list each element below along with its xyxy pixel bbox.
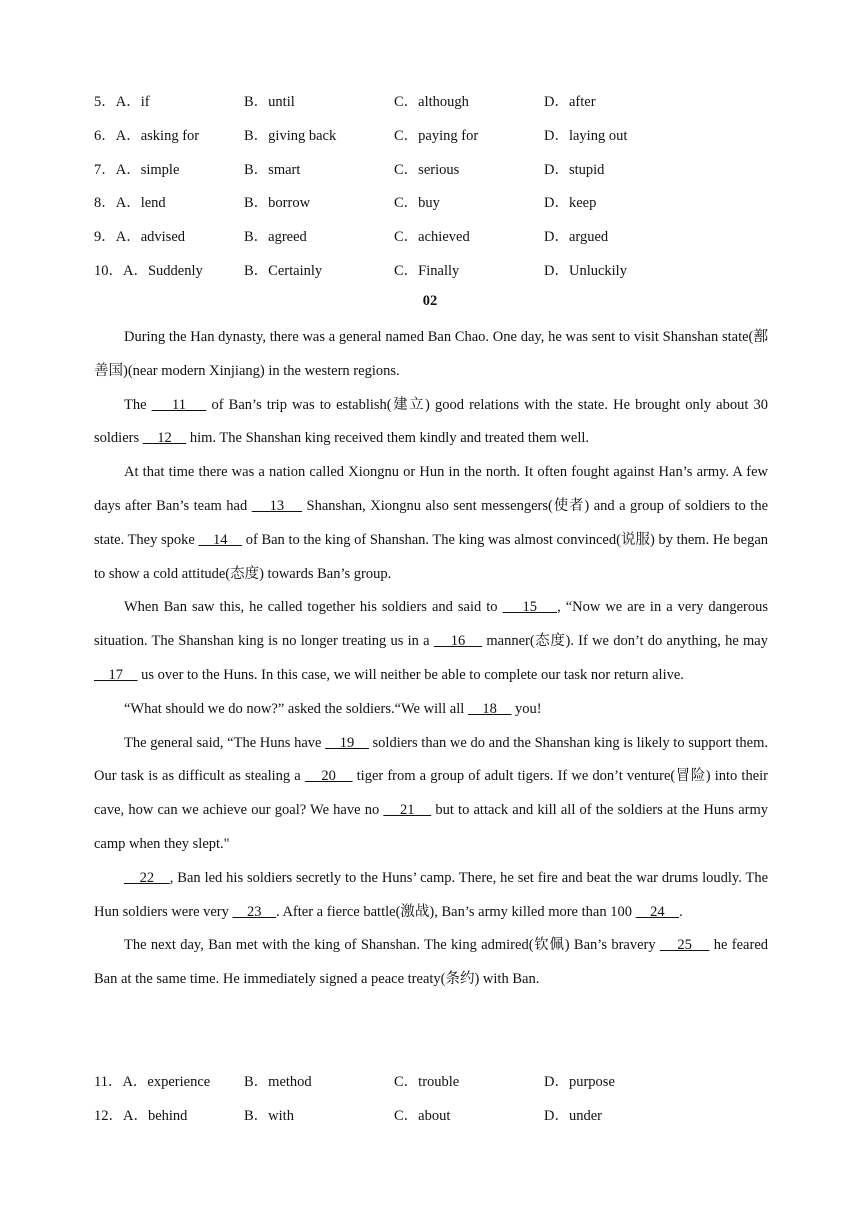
answer-blank: 24 bbox=[635, 903, 680, 920]
option-a: 8．A．lend bbox=[94, 195, 166, 212]
option-c: C．trouble bbox=[394, 1074, 460, 1090]
option-d: D．argued bbox=[544, 229, 609, 246]
option-d: D．stupid bbox=[544, 161, 605, 178]
option-b: B．giving back bbox=[244, 127, 337, 144]
section-title: 02 bbox=[422, 293, 438, 309]
passage-paragraph: “What should we do now?” asked the soldiers.“We will all 18 you! bbox=[124, 700, 542, 717]
option-d: D．Unluckily bbox=[544, 263, 627, 279]
passage-paragraph: When Ban saw this, he called together his soldiers and said to 15 , “Now we are in a very dangerous situation. The Shanshan king is no longer treating us in a 16 manner(态度). If we don’t do anything, he may 17 us over to the Huns. In this case, we will neither be able to complete our task nor return alive. bbox=[94, 599, 769, 683]
question-options-row bbox=[94, 158, 774, 180]
option-a: 7．A．simple bbox=[94, 161, 180, 178]
passage bbox=[94, 321, 768, 997]
answer-blank: 17 bbox=[94, 666, 138, 683]
answer-blank: 11 bbox=[151, 396, 207, 413]
passage-paragraph: The 11 of Ban’s trip was to establish(建立) good relations with the state. He brought only about 30 soldiers 12 him. The Shanshan king received them kindly and treated them well. bbox=[94, 396, 768, 447]
answer-blank: 12 bbox=[142, 430, 187, 447]
option-a: 5．A．if bbox=[94, 94, 150, 110]
passage-paragraph: At that time there was a nation called Xiongnu or Hun in the north. It often fought against Han’s army. A few days after Ban’s team had 13 Shanshan, Xiongnu also sent messengers(使者) and a group of soldiers to the state. They spoke 14 of Ban to the king of Shanshan. The king was almost convinced(说服) by them. He began to show a cold attitude(态度) towards Ban’s group. bbox=[94, 464, 769, 582]
question-options-row bbox=[94, 90, 774, 112]
option-c: C．buy bbox=[394, 195, 440, 212]
option-b: B．method bbox=[244, 1074, 312, 1090]
answer-blank: 25 bbox=[659, 937, 710, 954]
answer-blank: 22 bbox=[124, 869, 170, 886]
option-c: C．achieved bbox=[394, 229, 470, 246]
option-d: D．keep bbox=[544, 195, 597, 212]
option-b: B．Certainly bbox=[244, 263, 323, 279]
option-a: 11．A．experience bbox=[94, 1074, 211, 1090]
option-d: D．after bbox=[544, 94, 596, 110]
question-options-row bbox=[94, 1070, 774, 1092]
question-options-row bbox=[94, 225, 774, 247]
answer-blank: 13 bbox=[251, 497, 303, 514]
option-d: D．laying out bbox=[544, 127, 628, 144]
question-options-row bbox=[94, 1104, 774, 1126]
answer-blank: 20 bbox=[304, 768, 353, 785]
option-b: B．smart bbox=[244, 161, 301, 178]
answer-blank: 23 bbox=[232, 903, 277, 920]
passage-paragraph: 22 , Ban led his soldiers secretly to the Huns’ camp. There, he set fire and beat the war drums loudly. The Hun soldiers were very 23 . After a fierce battle(激战), Ban’s army killed more than 100 24 . bbox=[94, 869, 769, 920]
option-a: 12．A．behind bbox=[94, 1107, 188, 1124]
passage-paragraph: The general said, “The Huns have 19 soldiers than we do and the Shanshan king is likely to support them. Our task is as difficult as stealing a 20 tiger from a group of adult tigers. If we don’t venture(冒险) into their cave, how can we achieve our goal? We have no 21 but to attack and kill all of the soldiers at the Huns army camp when they slept." bbox=[94, 734, 769, 852]
option-d: D．purpose bbox=[544, 1074, 615, 1090]
option-a: 10．A．Suddenly bbox=[94, 263, 203, 279]
option-b: B．agreed bbox=[244, 229, 307, 246]
option-c: C．although bbox=[394, 94, 469, 110]
question-options-row bbox=[94, 124, 774, 146]
passage-paragraph: During the Han dynasty, there was a general named Ban Chao. One day, he was sent to visit Shanshan state(鄯善国)(near modern Xinjiang) in the western regions. bbox=[94, 329, 768, 379]
answer-blank: 21 bbox=[383, 802, 432, 819]
answer-blank: 19 bbox=[325, 734, 369, 751]
option-a: 9．A．advised bbox=[94, 229, 186, 246]
option-c: C．Finally bbox=[394, 263, 460, 279]
answer-blank: 16 bbox=[433, 633, 483, 650]
passage-paragraph: The next day, Ban met with the king of Shanshan. The king admired(钦佩) Ban’s bravery 25 he feared Ban at the same time. He immediately signed a peace treaty(条约) with Ban. bbox=[94, 937, 769, 988]
option-b: B．with bbox=[244, 1107, 294, 1124]
answer-blank: 15 bbox=[502, 599, 558, 616]
option-c: C．paying for bbox=[394, 127, 479, 144]
question-options-row bbox=[94, 259, 774, 281]
option-d: D．under bbox=[544, 1107, 602, 1124]
option-c: C．about bbox=[394, 1107, 451, 1124]
option-c: C．serious bbox=[394, 161, 460, 178]
answer-blank: 18 bbox=[467, 700, 512, 717]
option-b: B．until bbox=[244, 94, 295, 110]
option-b: B．borrow bbox=[244, 195, 311, 212]
question-options-row bbox=[94, 191, 774, 213]
option-a: 6．A．asking for bbox=[94, 127, 200, 144]
answer-blank: 14 bbox=[198, 531, 243, 548]
